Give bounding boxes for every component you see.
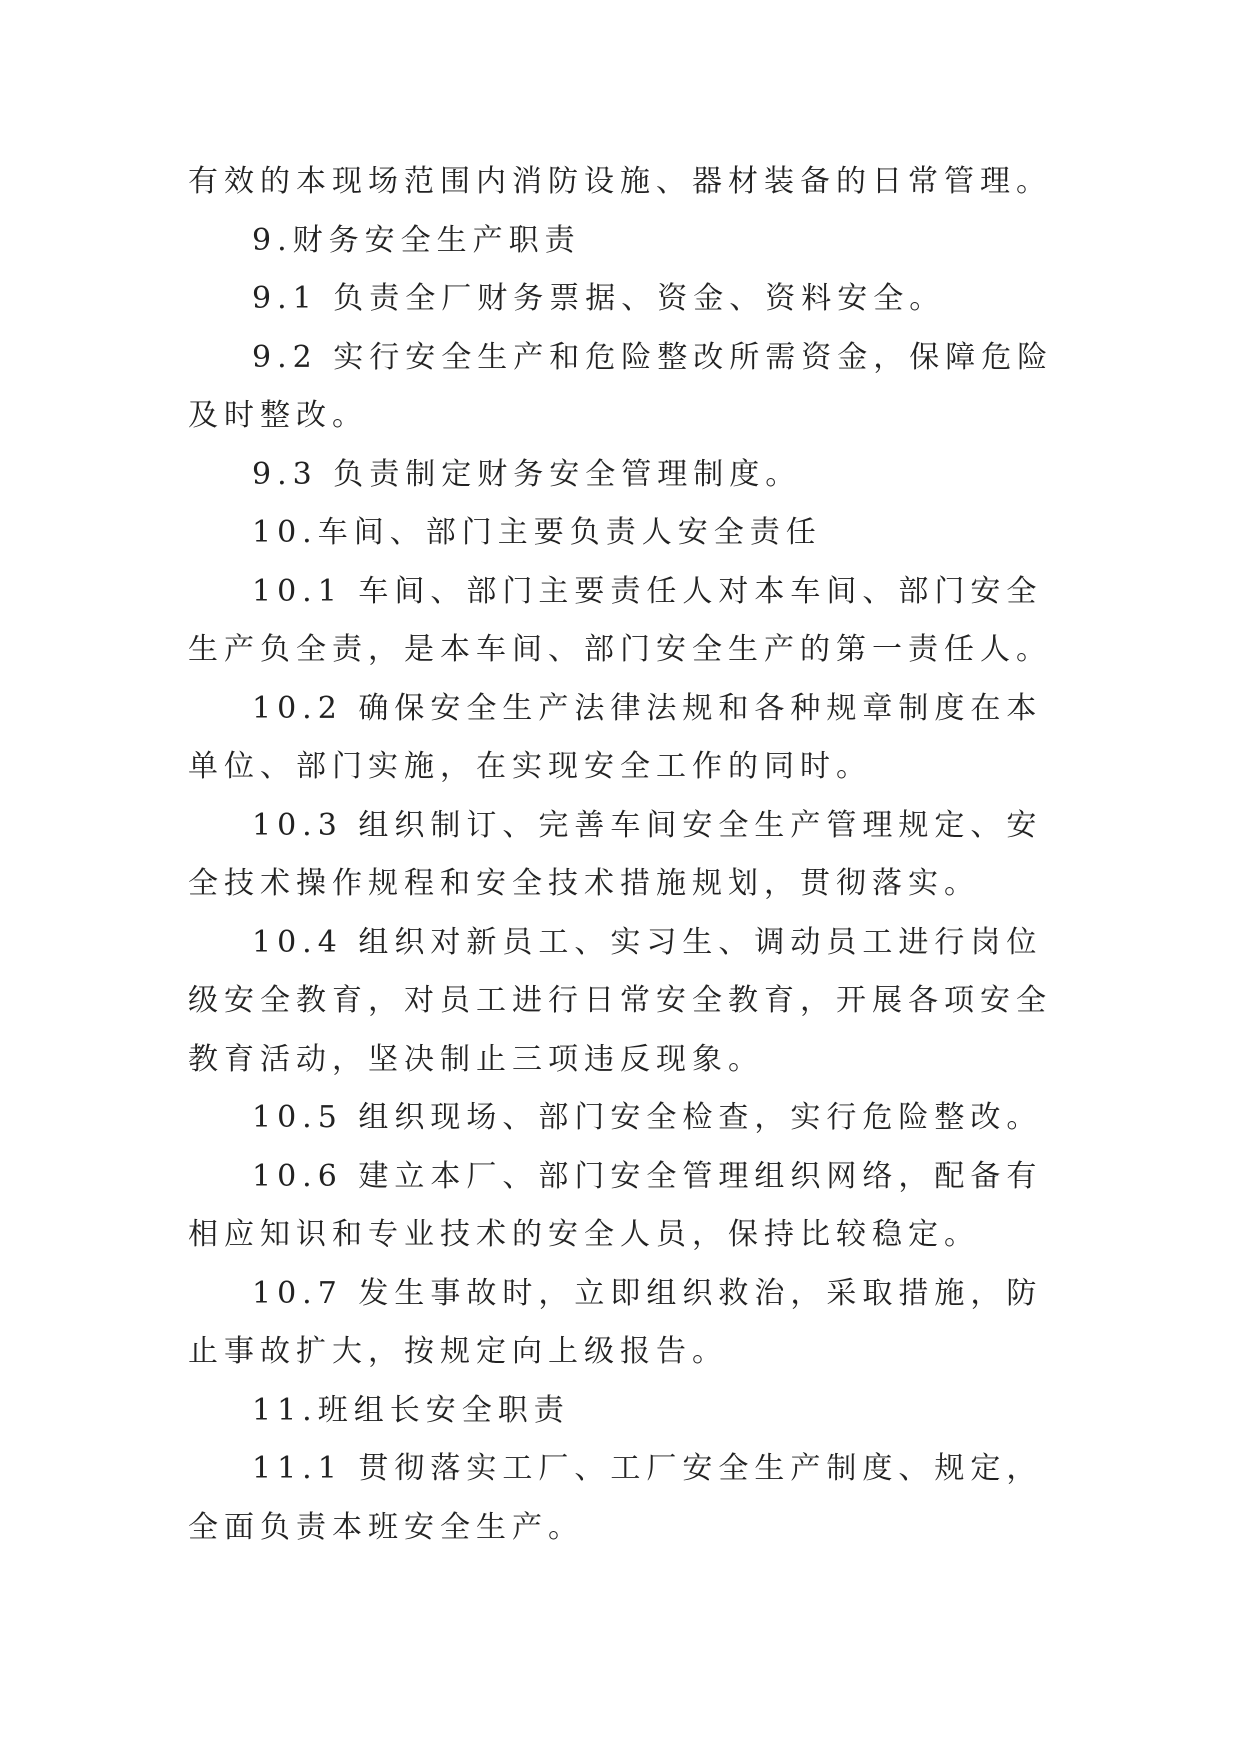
paragraph-11-1: 11.1 贯彻落实工厂、工厂安全生产制度、规定，全面负责本班安全生产。 [188, 1451, 1043, 1545]
paragraph-10-2: 10.2 确保安全生产法律法规和各种规章制度在本单位、部门实施，在实现安全工作的同时。 [188, 690, 1043, 784]
paragraph-9-1: 9.1 负责全厂财务票据、资金、资料安全。 [252, 281, 946, 316]
paragraph-9-2: 9.2 实行安全生产和危险整改所需资金，保障危险及时整改。 [188, 339, 1054, 433]
paragraph-1: 有效的本现场范围内消防设施、器材装备的日常管理。 [188, 164, 1052, 199]
paragraph-9-3: 9.3 负责制定财务安全管理制度。 [252, 456, 802, 492]
paragraph-10-5: 10.5 组织现场、部门安全检查，实行危险整改。 [252, 1100, 1043, 1135]
heading-10: 10.车间、部门主要负责人安全责任 [252, 515, 822, 550]
paragraph-10-4: 10.4 组织对新员工、实习生、调动员工进行岗位级安全教育，对员工进行日常安全教育，开展各项安全教育活动，坚决制止三项违反现象。 [188, 924, 1052, 1077]
heading-9: 9.财务安全生产职责 [252, 222, 581, 258]
heading-11: 11.班组长安全职责 [252, 1392, 570, 1428]
paragraph-10-1: 10.1 车间、部门主要责任人对本车间、部门安全生产负全责，是本车间、部门安全生产的第一责任人。 [188, 573, 1052, 667]
paragraph-10-7: 10.7 发生事故时，立即组织救治，采取措施，防止事故扩大，按规定向上级报告。 [188, 1275, 1043, 1369]
paragraph-10-3: 10.3 组织制订、完善车间安全生产管理规定、安全技术操作规程和安全技术措施规划，贯彻落实。 [188, 807, 1043, 901]
paragraph-10-6: 10.6 建立本厂、部门安全管理组织网络，配备有相应知识和专业技术的安全人员，保持比较稳定。 [188, 1158, 1043, 1252]
